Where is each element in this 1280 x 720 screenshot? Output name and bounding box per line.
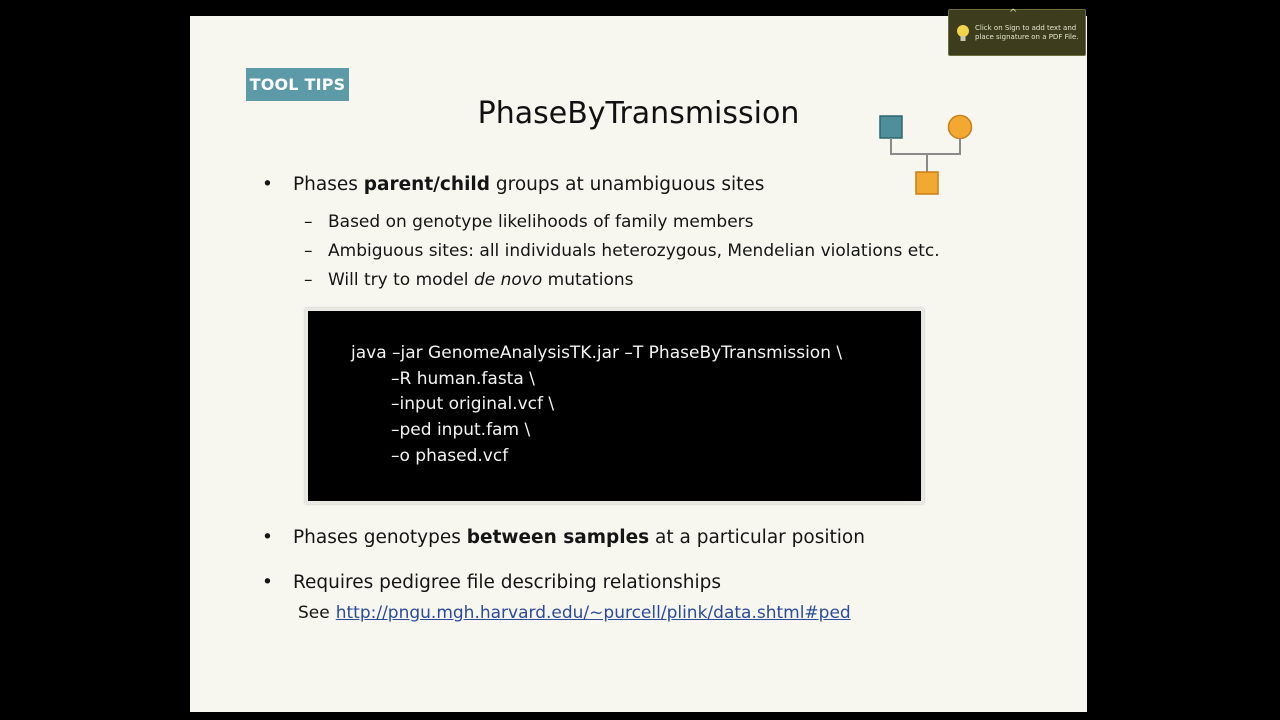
code-line: –R human.fasta \ <box>391 369 535 389</box>
slide: TOOL TIPS PhaseByTransmission • Phases parent/child groups at unambiguous sites – Based on genotype likelihoods of family members – Ambiguous sites: all individuals heterozygous, Mendelian violations etc. – Will try to model de novo mutations java –jar GenomeAnalysisTK.jar –T PhaseByTransmission \ –R human.fasta \ –input original.vcf \ –ped input.fam \ –o phased.vcf • Phases genotypes between samples at a particular position • Requires pedigree file describing relationships See http://pngu.mgh.harvard.edu/~purcell/plink/data.shtml#ped <box>190 16 1087 712</box>
plink-ped-link[interactable]: http://pngu.mgh.harvard.edu/~purcell/plink/data.shtml#ped <box>335 603 851 623</box>
code-line: –o phased.vcf <box>391 446 509 466</box>
chevron-up-icon[interactable]: ^ <box>1009 8 1018 19</box>
bullet-dot: • <box>262 174 273 195</box>
bullet-dot: • <box>262 572 273 593</box>
code-line: –input original.vcf \ <box>391 394 555 414</box>
parent-circle-icon <box>949 116 972 139</box>
pedigree-diagram-icon <box>878 114 978 204</box>
child-square-icon <box>916 172 938 194</box>
sign-tooltip[interactable] <box>948 9 1086 56</box>
lightbulb-icon <box>956 24 970 44</box>
code-block <box>305 308 924 504</box>
slide-title: PhaseByTransmission <box>477 96 800 131</box>
code-line: java –jar GenomeAnalysisTK.jar –T PhaseByTransmission \ <box>351 343 843 363</box>
parent-square-icon <box>880 116 902 138</box>
code-line: –ped input.fam \ <box>391 420 531 440</box>
see-reference: See http://pngu.mgh.harvard.edu/~purcell/plink/data.shtml#ped <box>298 603 851 623</box>
tool-tips-tag: TOOL TIPS <box>246 68 349 101</box>
tooltip-text: Click on Sign to add text and place signature on a PDF File. <box>975 24 1079 41</box>
bullet-dot: • <box>262 527 273 548</box>
